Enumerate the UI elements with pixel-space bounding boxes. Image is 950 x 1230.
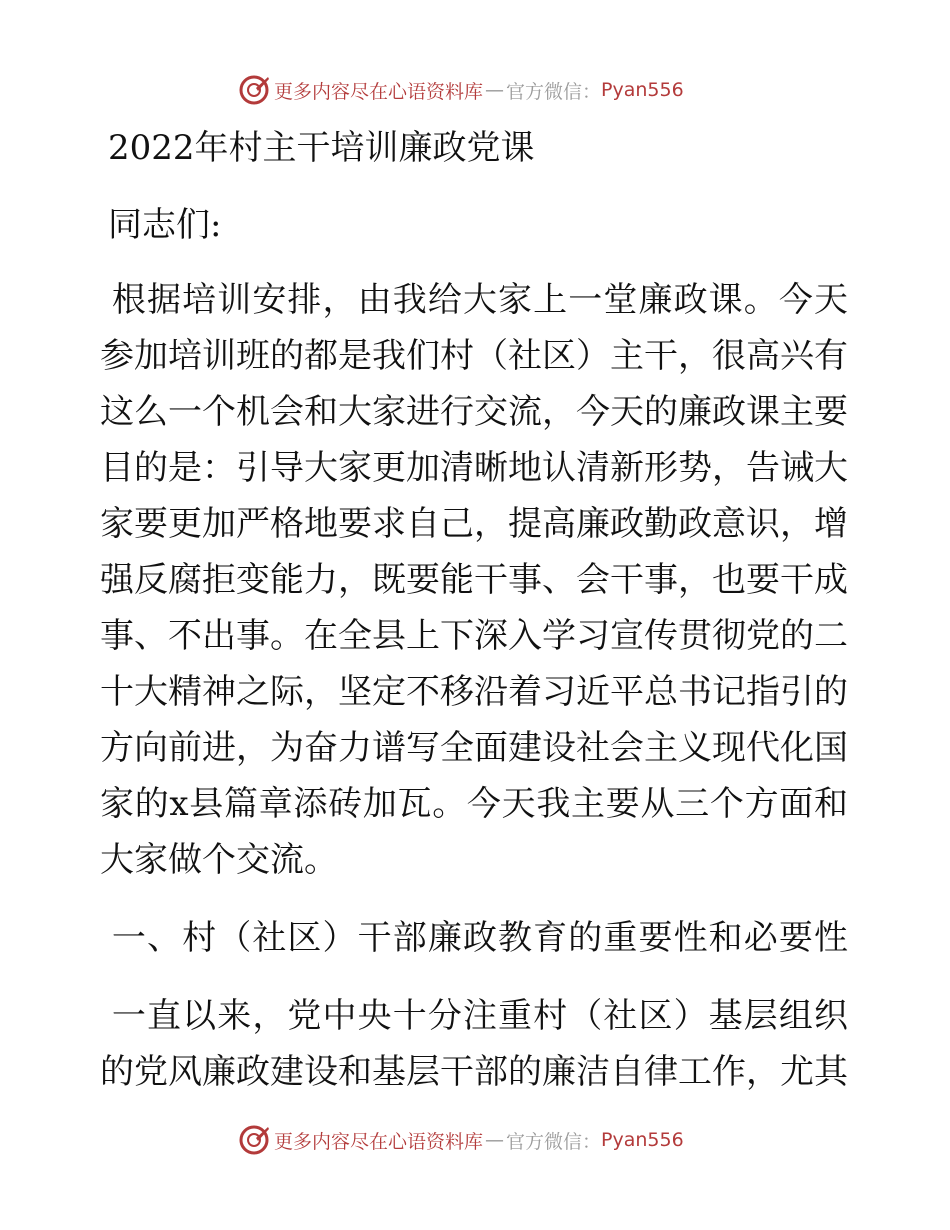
paragraph-line: 强反腐拒变能力，既要能干事、会干事，也要干成: [100, 560, 848, 600]
paragraph-line: 家的x县篇章添砖加瓦。今天我主要从三个方面和: [100, 784, 848, 824]
paragraph-line: 十大精神之际，坚定不移沿着习近平总书记指引的: [100, 672, 848, 712]
paragraph-line: 这么一个机会和大家进行交流，今天的廉政课主要: [100, 392, 848, 432]
watermark-label: 官方微信：: [506, 1130, 602, 1153]
paragraph-line: 参加培训班的都是我们村（社区）主干，很高兴有: [100, 336, 848, 376]
watermark-wechat-id: Pyan556: [601, 79, 684, 101]
watermark-separator: —: [485, 79, 505, 101]
paragraph-line: 一直以来，党中央十分注重村（社区）基层组织: [100, 996, 848, 1036]
section-heading: 一、村（社区）干部廉政教育的重要性和必要性: [100, 918, 848, 958]
salutation: 同志们:: [108, 205, 222, 245]
watermark-site: 更多内容尽在心语资料库: [274, 1130, 484, 1153]
paragraph-line: 事、不出事。在全县上下深入学习宣传贯彻党的二: [100, 616, 848, 656]
watermark-separator: —: [485, 1129, 505, 1151]
pen-logo-icon: [238, 1124, 270, 1156]
paragraph-line: 家要更加严格地要求自己，提高廉政勤政意识，增: [100, 504, 848, 544]
paragraph-line: 方向前进，为奋力谱写全面建设社会主义现代化国: [100, 728, 848, 768]
watermark-bottom: [238, 1123, 684, 1157]
watermark-wechat-id: Pyan556: [601, 1129, 684, 1151]
paragraph-line: 根据培训安排，由我给大家上一堂廉政课。今天: [100, 280, 848, 320]
watermark-label: 官方微信：: [506, 80, 602, 103]
pen-logo-icon: [238, 74, 270, 106]
paragraph-line: 大家做个交流。: [100, 840, 338, 880]
document-title: 2022年村主干培训廉政党课: [108, 128, 535, 168]
paragraph-line: 目的是：引导大家更加清晰地认清新形势，告诫大: [100, 448, 848, 488]
paragraph-line: 的党风廉政建设和基层干部的廉洁自律工作，尤其: [100, 1052, 848, 1092]
watermark-site: 更多内容尽在心语资料库: [274, 80, 484, 103]
watermark-top: [238, 73, 684, 107]
